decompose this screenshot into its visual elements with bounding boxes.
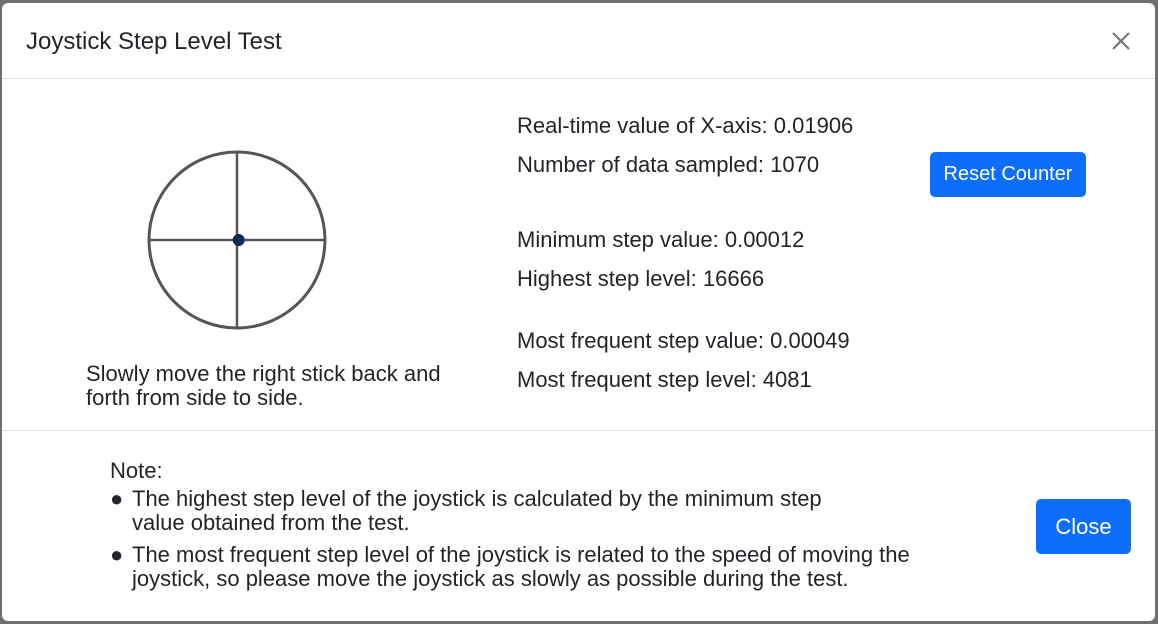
- stick-position-dot: [233, 234, 245, 246]
- minimum-step-value: Minimum step value: 0.00012: [517, 227, 805, 252]
- bullet-icon: ●: [110, 486, 124, 511]
- note-list: [110, 487, 990, 599]
- close-button[interactable]: Close: [1036, 499, 1131, 554]
- dialog-footer: [2, 431, 1155, 621]
- samples-count: Number of data sampled: 1070: [517, 152, 820, 177]
- note-item: [110, 487, 842, 535]
- joystick-test-dialog: [2, 3, 1155, 621]
- most-frequent-step-level: Most frequent step level: 4081: [517, 367, 812, 392]
- note-item: [110, 543, 982, 591]
- dialog-body: [2, 79, 1155, 431]
- most-frequent-step-value: Most frequent step value: 0.00049: [517, 328, 850, 353]
- bullet-icon: ●: [110, 542, 124, 567]
- close-icon[interactable]: [1109, 29, 1133, 53]
- note-text: The most frequent step level of the joystick is related to the speed of moving the joystick, so please move the joystick as slowly as possible during the test.: [132, 542, 910, 591]
- note-text: The highest step level of the joystick is calculated by the minimum step value obtained from the test.: [132, 486, 822, 535]
- dialog-title: Joystick Step Level Test: [26, 28, 282, 55]
- test-instruction: Slowly move the right stick back and forth from side to side.: [86, 361, 441, 410]
- dialog-header: [2, 3, 1155, 79]
- note-title: Note:: [110, 458, 163, 483]
- realtime-x-value: Real-time value of X-axis: 0.01906: [517, 113, 854, 138]
- reset-counter-button[interactable]: Reset Counter: [930, 152, 1086, 197]
- highest-step-level: Highest step level: 16666: [517, 266, 765, 291]
- joystick-visualizer: [146, 149, 328, 331]
